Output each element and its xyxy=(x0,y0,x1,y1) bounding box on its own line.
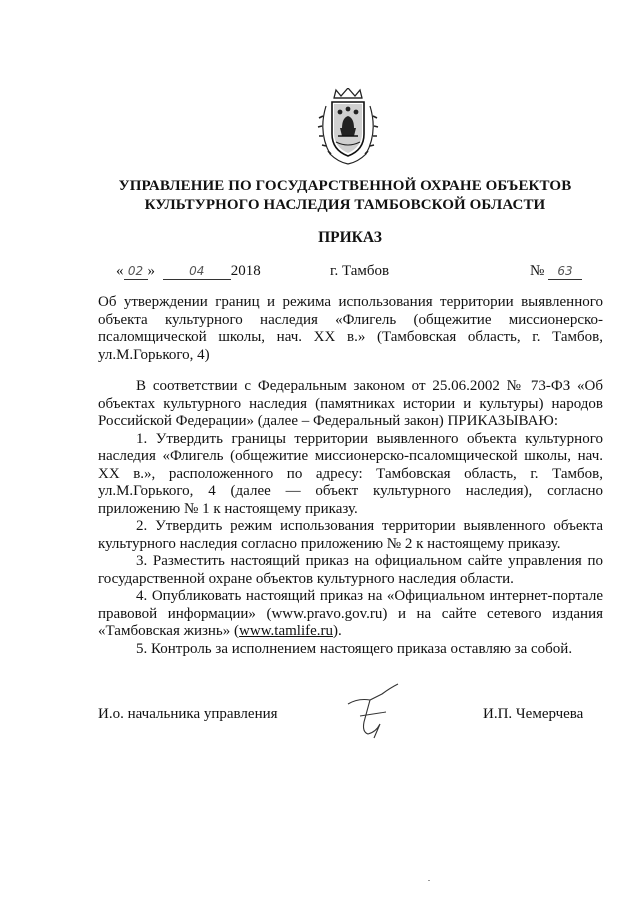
agency-name-line-2: КУЛЬТУРНОГО НАСЛЕДИЯ ТАМБОВСКОЙ ОБЛАСТИ xyxy=(144,197,546,213)
agency-name-line-1: УПРАВЛЕНИЕ ПО ГОСУДАРСТВЕННОЙ ОХРАНЕ ОБЪЕКТОВ xyxy=(118,178,572,194)
document-subject: Об утверждении границ и режима использования территории выявленного объекта культурного наследия «Флигель (общежитие миссионерско-псаломщической школы, нач. XX в.» (Тамбовская область, г. Тамбов, ул.М.Горького, 4) xyxy=(98,294,603,363)
order-item-5: 5. Контроль за исполнением настоящего приказа оставляю за собой. xyxy=(136,640,573,657)
document-city: г. Тамбов xyxy=(330,263,390,279)
date-month: 04 xyxy=(163,264,231,280)
date-day: 02 xyxy=(124,264,148,280)
signer-position: И.о. начальника управления xyxy=(98,706,278,722)
order-item-4-end: ). xyxy=(333,623,342,639)
date-open-quote: « xyxy=(116,263,124,279)
tambov-coat-of-arms-icon xyxy=(316,88,380,168)
number-label: № xyxy=(530,263,545,279)
date-year: 2018 xyxy=(230,263,261,279)
document-date xyxy=(116,262,261,280)
order-item-4-text: 4. Опубликовать настоящий приказ на «Официальном интернет-портале правовой информации» (www.pravo.gov.ru) и на сайте сетевого издания «Тамбовская жизнь» ( xyxy=(98,588,603,639)
number-value: 63 xyxy=(548,264,582,280)
order-item-2: 2. Утвердить режим использования территории выявленного объекта культурного наследия согласно приложению № 2 к настоящему приказу. xyxy=(98,518,603,552)
document-body xyxy=(98,378,603,658)
tamlife-link[interactable]: www.tamlife.ru xyxy=(239,623,334,639)
preamble-paragraph: В соответствии с Федеральным законом от 25.06.2002 № 73-ФЗ «Об объектах культурного наследия (памятниках истории и культуры) народов Российской Федерации» (далее – Федеральный закон) ПРИКАЗЫВАЮ: xyxy=(98,378,603,429)
order-item-1: 1. Утвердить границы территории выявленного объекта культурного наследия «Флигель (общежитие миссионерско-псаломщической школы, нач. XX в.», расположенного по адресу: Тамбовская область, г. Тамбов, ул.М.Горького, 4 (далее — объект культурного наследия), согласно приложению № 1 к настоящему приказу. xyxy=(98,430,603,517)
order-item-3: 3. Разместить настоящий приказ на официальном сайте управления по государственной охране объектов культурного наследия области. xyxy=(98,553,603,587)
date-close-quote: » xyxy=(147,263,155,279)
signer-name: И.П. Чемерчева xyxy=(483,706,584,722)
document-title: ПРИКАЗ xyxy=(318,229,382,246)
handwritten-signature-icon xyxy=(340,682,410,742)
scan-speck xyxy=(428,880,430,881)
document-number xyxy=(530,262,582,280)
order-item-4 xyxy=(98,588,603,641)
